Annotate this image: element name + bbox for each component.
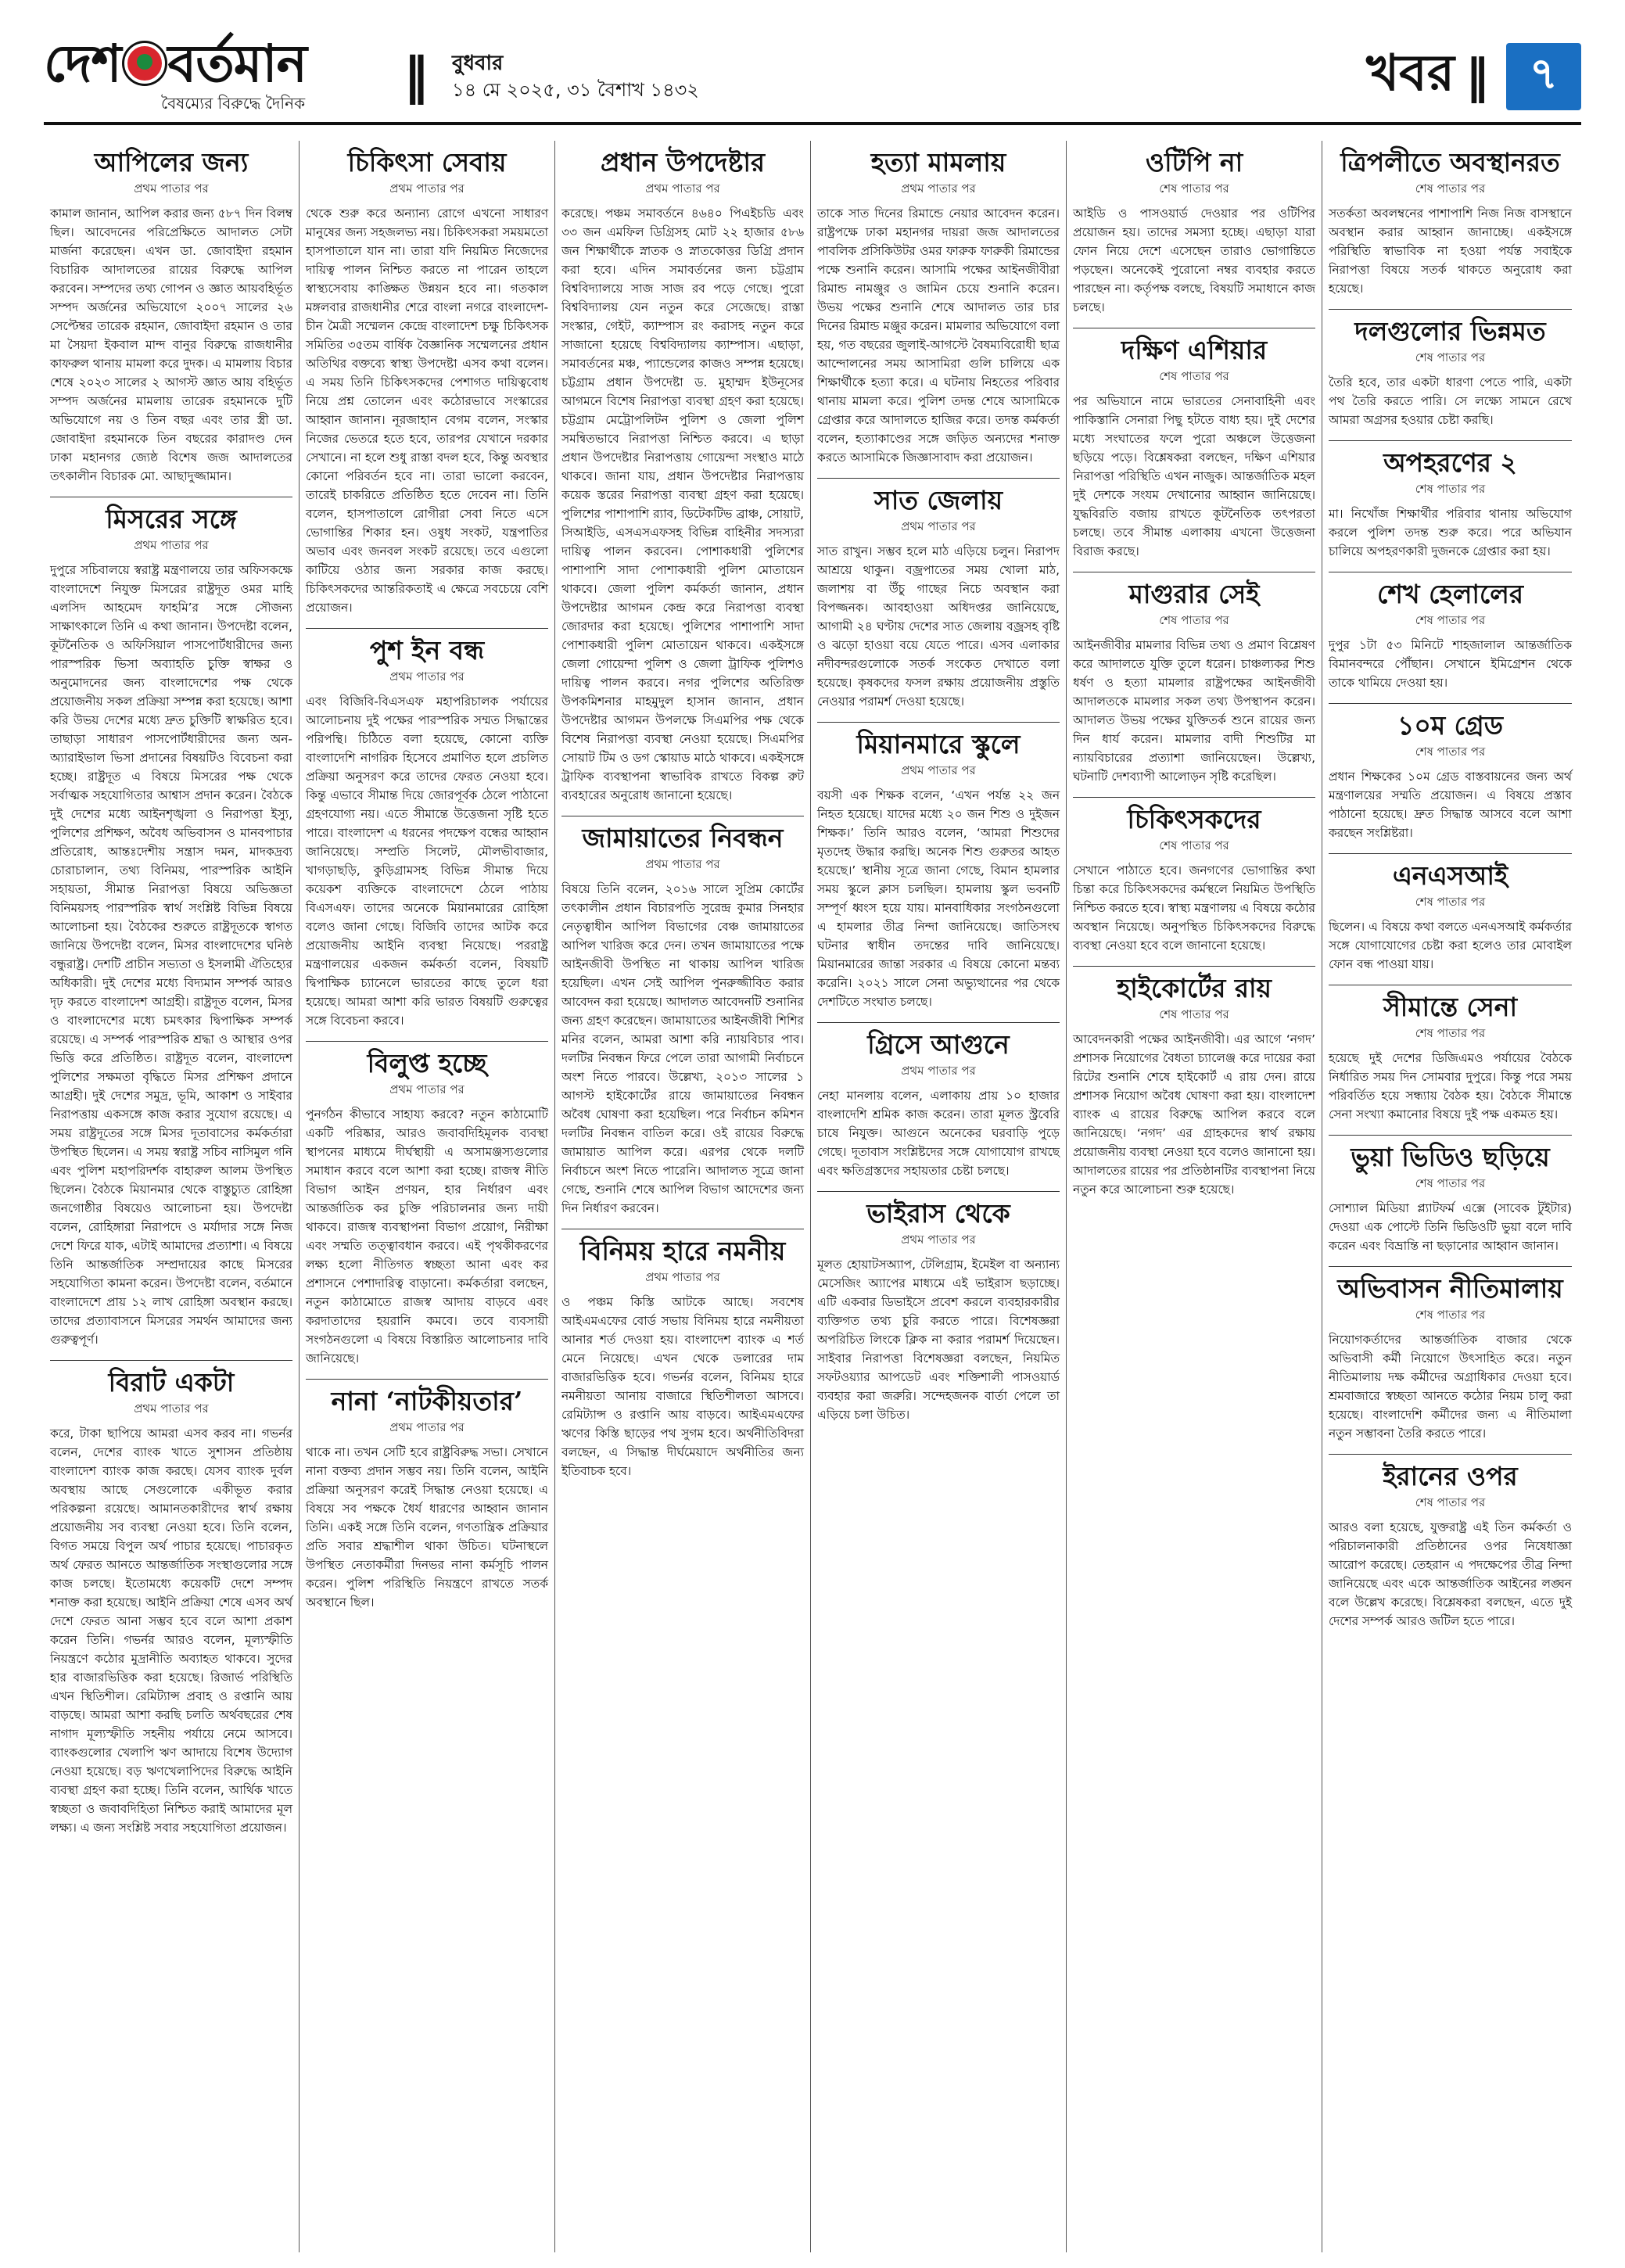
article-continuation-note: প্রথম পাতার পর [901, 519, 976, 533]
article-body: আরও বলা হয়েছে, যুক্তরাষ্ট্র এই তিন কর্মকর্তা ও পরিচালনাকারী প্রতিষ্ঠানের ওপর নিষেধাজ্ঞা আরোপ করেছে। তেহরান এ পদক্ষেপের তীব্র নিন্দা জানিয়েছে এবং একে আন্তর্জাতিক আইনের লঙ্ঘন বলে উল্লেখ করেছে। বিশ্লেষকরা বলছেন, এতে দুই দেশের সম্পর্ক আরও জটিল হতে পারে। [1329, 1520, 1572, 1628]
article-continuation-note: শেষ পাতার পর [1159, 838, 1229, 852]
article-body: আইডি ও পাসওয়ার্ড দেওয়ার পর ওটিপির প্রয়োজন হয়। তাদের সমস্যা হচ্ছে। এছাড়া যারা ফোন নিয়ে দেশে এসেছেন তারাও ভোগান্তিতে পড়ছেন। অনেকেই পুরোনো নম্বর ব্যবহার করতে পারছেন না। কর্তৃপক্ষ বলছে, বিষয়টি সমাধানে কাজ চলছে। [1073, 206, 1315, 314]
article-continuation-note: শেষ পাতার পর [1415, 350, 1486, 364]
news-article [1329, 309, 1572, 429]
article-continuation-note: শেষ পাতার পর [1415, 895, 1486, 909]
article-continuation-note: শেষ পাতার পর [1415, 181, 1486, 196]
article-continuation-note: প্রথম পাতার পর [901, 181, 976, 196]
section-title: খবর [1366, 43, 1455, 102]
news-article [1073, 147, 1315, 317]
logo-emblem-icon [124, 43, 165, 84]
article-body: তৈরি হবে, তার একটা ধারণা পেতে পারি, একটা পথ তৈরি করতে পারি। সে লক্ষ্যে সামনে রেখে আমরা অগ্রসর হওয়ার চেষ্টা করছি। [1329, 375, 1572, 427]
article-body: নেহা মানলায় বলেন, এলাকায় প্রায় ১০ হাজার বাংলাদেশি শ্রমিক কাজ করেন। তারা মূলত স্ট্রবেরি চাষে নিযুক্ত। আগুনে অনেকের ঘরবাড়ি পুড়ে গেছে। দূতাবাস সংশ্লিষ্টদের সঙ্গে যোগাযোগ রাখছে এবং ক্ষতিগ্রস্তদের সহায়তার চেষ্টা চলছে। [817, 1089, 1060, 1178]
news-article [306, 628, 548, 1030]
article-body: পুনর্গঠন কীভাবে সাহায্য করবে? নতুন কাঠামোটি একটি পরিষ্কার, আরও জবাবদিহিমূলক ব্যবস্থা স্থাপনের মাধ্যমে দীর্ঘস্থায়ী এ অসামঞ্জস্যগুলোর সমাধান করবে বলে আশা করা হচ্ছে। রাজস্ব নীতি বিভাগ আইন প্রণয়ন, হার নির্ধারণ এবং আন্তর্জাতিক কর চুক্তি পরিচালনার জন্য দায়ী থাকবে। রাজস্ব ব্যবস্থাপনা বিভাগ প্রয়োগ, নিরীক্ষা এবং সম্মতি তত্ত্বাবধান করবে। এই পৃথকীকরণের লক্ষ্য হলো নীতিগত স্বচ্ছতা আনা এবং কর প্রশাসনে পেশাদারিত্ব বাড়ানো। কর্মকর্তারা বলছেন, নতুন কাঠামোতে রাজস্ব আদায় বাড়বে এবং করদাতাদের হয়রানি কমবে। তবে ব্যবসায়ী সংগঠনগুলো এ বিষয়ে বিস্তারিত আলোচনার দাবি জানিয়েছে। [306, 1107, 548, 1365]
news-article [817, 1022, 1060, 1180]
article-headline: চিকিৎসকদের [1073, 797, 1315, 835]
article-continuation-note: প্রথম পাতার পর [134, 1401, 209, 1416]
article-continuation-note: প্রথম পাতার পর [389, 181, 465, 196]
article-headline: সাত জেলায় [817, 478, 1060, 516]
article-headline: প্রধান উপদেষ্টার [600, 147, 766, 178]
page-number: ৭ [1506, 43, 1581, 110]
news-article [1073, 797, 1315, 955]
article-headline: চিকিৎসা সেবায় [347, 147, 507, 178]
article-headline: অপহরণের ২ [1329, 440, 1572, 479]
news-article [306, 1041, 548, 1368]
news-article [817, 147, 1060, 467]
article-headline: সীমান্তে সেনা [1329, 985, 1572, 1023]
article-body: এবং বিজিবি-বিএসএফ মহাপরিচালক পর্যায়ের আলোচনায় দুই পক্ষের পারস্পরিক সম্মত সিদ্ধান্তের পরিপন্থি। চিঠিতে বলা হয়েছে, কোনো ব্যক্তি বাংলাদেশি নাগরিক হিসেবে প্রমাণিত হলে প্রচলিত প্রক্রিয়া অনুসরণ করে তাদের ফেরত নেওয়া হবে। কিন্তু এভাবে সীমান্ত দিয়ে জোরপূর্বক ঠেলে পাঠানো গ্রহণযোগ্য নয়। এতে সীমান্তে উত্তেজনা সৃষ্টি হতে পারে। বাংলাদেশ এ ধরনের পদক্ষেপ বন্ধের আহ্বান জানিয়েছে। সম্প্রতি সিলেট, মৌলভীবাজার, খাগড়াছড়ি, কুড়িগ্রামসহ বিভিন্ন সীমান্ত দিয়ে কয়েকশ ব্যক্তিকে বাংলাদেশে ঠেলে পাঠায় বিএসএফ। তাদের অনেকে মিয়ানমারের রোহিঙ্গা বলেও জানা গেছে। বিজিবি তাদের আটক করে প্রয়োজনীয় আইনি ব্যবস্থা নিয়েছে। পররাষ্ট্র মন্ত্রণালয়ের একজন কর্মকর্তা বলেন, বিষয়টি দ্বিপাক্ষিক চ্যানেলে ভারতের কাছে তুলে ধরা হয়েছে। আমরা আশা করি ভারত বিষয়টি গুরুত্বের সঙ্গে বিবেচনা করবে। [306, 694, 548, 1028]
news-article [50, 147, 292, 486]
article-continuation-note: শেষ পাতার পর [1415, 1308, 1486, 1322]
masthead-divider: ‖ [404, 48, 429, 106]
article-headline: ভাইরাস থেকে [817, 1191, 1060, 1229]
article-body: পর অভিযানে নামে ভারতের সেনাবাহিনী এবং পাকিস্তানি সেনারা পিছু হটতে বাধ্য হয়। দুই দেশের মধ্যে সংঘাতের ফলে পুরো অঞ্চলে উত্তেজনা ছড়িয়ে পড়ে। বিশ্লেষকরা বলছেন, দক্ষিণ এশিয়ার নিরাপত্তা পরিস্থিতি এখন নাজুক। আন্তর্জাতিক মহল দুই দেশকে সংযম দেখানোর আহ্বান জানিয়েছে। যুদ্ধবিরতি বজায় রাখতে কূটনৈতিক তৎপরতা চলছে। তবে সীমান্ত এলাকায় এখনো উত্তেজনা বিরাজ করছে। [1073, 394, 1315, 558]
issue-weekday: বুধবার [452, 52, 504, 75]
article-continuation-note: প্রথম পাতার পর [389, 1420, 465, 1434]
article-continuation-note: শেষ পাতার পর [1415, 1495, 1486, 1509]
news-article [306, 147, 548, 617]
news-column [555, 141, 811, 2252]
logo-wordmark [44, 32, 307, 94]
article-headline: পুশ ইন বন্ধ [306, 628, 548, 666]
article-headline: জামায়াতের নিবন্ধন [561, 816, 804, 854]
article-headline: ওটিপি না [1145, 147, 1243, 178]
news-article [561, 147, 804, 805]
article-headline: আপিলের জন্য [94, 147, 249, 178]
news-column [300, 141, 555, 2252]
article-body: করে, টাকা ছাপিয়ে আমরা এসব করব না। গভর্নর বলেন, দেশের ব্যাংক খাতে সুশাসন প্রতিষ্ঠায় বাংলাদেশ ব্যাংক কাজ করছে। যেসব ব্যাংক দুর্বল অবস্থায় আছে সেগুলোকে একীভূত করার পরিকল্পনা রয়েছে। আমানতকারীদের স্বার্থ রক্ষায় প্রয়োজনীয় সব ব্যবস্থা নেওয়া হবে। তিনি বলেন, বিগত সময়ে বিপুল অর্থ পাচার হয়েছে। পাচারকৃত অর্থ ফেরত আনতে আন্তর্জাতিক সংস্থাগুলোর সঙ্গে কাজ চলছে। ইতোমধ্যে কয়েকটি দেশে সম্পদ শনাক্ত করা হয়েছে। আইনি প্রক্রিয়া শেষে এসব অর্থ দেশে ফেরত আনা সম্ভব হবে বলে আশা প্রকাশ করেন তিনি। গভর্নর আরও বলেন, মূল্যস্ফীতি নিয়ন্ত্রণে কঠোর মুদ্রানীতি অব্যাহত থাকবে। সুদের হার বাজারভিত্তিক করা হয়েছে। রিজার্ভ পরিস্থিতি এখন স্থিতিশীল। রেমিট্যান্স প্রবাহ ও রপ্তানি আয় বাড়ছে। আমরা আশা করছি চলতি অর্থবছরের শেষ নাগাদ মূল্যস্ফীতি সহনীয় পর্যায়ে নেমে আসবে। ব্যাংকগুলোর খেলাপি ঋণ আদায়ে বিশেষ উদ্যোগ নেওয়া হয়েছে। বড় ঋণখেলাপিদের বিরুদ্ধে আইনি ব্যবস্থা গ্রহণ করা হচ্ছে। তিনি বলেন, আর্থিক খাতে স্বচ্ছতা ও জবাবদিহিতা নিশ্চিত করাই আমাদের মূল লক্ষ্য। এ জন্য সংশ্লিষ্ট সবার সহযোগিতা প্রয়োজন। [50, 1426, 292, 1835]
article-body: করেছে। পঞ্চম সমাবর্তনে ৪৬৪০ পিএইচডি এবং ৩৩ জন এমফিল ডিগ্রিসহ মোট ২২ হাজার ৫৮৬ জন শিক্ষার্থীকে স্নাতক ও স্নাতকোত্তর ডিগ্রি প্রদান করা হবে। এদিন সমাবর্তনের জন্য চট্টগ্রাম বিশ্ববিদ্যালয়ে সাজ সাজ রব পড়ে গেছে। পুরো বিশ্ববিদ্যালয় যেন নতুন করে সেজেছে। রাস্তা সংস্কার, গেইট, ক্যাম্পাস রং করাসহ নতুন করে সাজানো হয়েছে বিশ্ববিদ্যালয় ক্যাম্পাস। এছাড়া, সমাবর্তনের মঞ্চ, প্যান্ডেলের কাজও সম্পন্ন হয়েছে। চট্টগ্রাম প্রধান উপদেষ্টা ড. মুহাম্মদ ইউনূসের আগমনে বিশেষ নিরাপত্তা ব্যবস্থা গ্রহণ করা হয়েছে। চট্টগ্রাম মেট্রোপলিটন পুলিশ ও জেলা পুলিশ সমন্বিতভাবে নিরাপত্তা নিশ্চিত করবে। এ ছাড়া প্রধান উপদেষ্টার নিরাপত্তায় গোয়েন্দা সংস্থাও মাঠে থাকবে। জানা যায়, প্রধান উপদেষ্টার নিরাপত্তায় কয়েক স্তরের নিরাপত্তা ব্যবস্থা গ্রহণ করা হয়েছে। পুলিশের পাশাপাশি র‌্যাব, ডিটেকটিভ ব্রাঞ্চ, সোয়াট, সিআইডি, এসএসএফসহ বিভিন্ন বাহিনীর সদস্যরা দায়িত্ব পালন করবেন। পোশাকধারী পুলিশের পাশাপাশি সাদা পোশাকধারী পুলিশ মোতায়েন থাকবে। জেলা পুলিশ কর্মকর্তা জানান, প্রধান উপদেষ্টার আগমন কেন্দ্র করে নিরাপত্তা ব্যবস্থা জোরদার করা হয়েছে। পুলিশের পাশাপাশি সাদা পোশাকধারী পুলিশ মোতায়েন থাকবে। একইসঙ্গে জেলা গোয়েন্দা পুলিশ ও জেলা ট্রাফিক পুলিশও দায়িত্ব পালন করবে। নগর পুলিশের অতিরিক্ত উপকমিশনার মাহমুদুল হাসান জানান, প্রধান উপদেষ্টার আগমন উপলক্ষে সিএমপির পক্ষ থেকে বিশেষ নিরাপত্তা ব্যবস্থা নেওয়া হয়েছে। সিএমপির সোয়াট টিম ও ডগ স্কোয়াড মাঠে থাকবে। একইসঙ্গে ট্রাফিক ব্যবস্থাপনা স্বাভাবিক রাখতে বিকল্প রুট ব্যবহারের অনুরোধ জানানো হয়েছে। [561, 206, 804, 802]
logo-right-text: বর্তমান [167, 32, 307, 94]
article-continuation-note: শেষ পাতার পর [1415, 482, 1486, 496]
article-continuation-note: প্রথম পাতার পর [645, 857, 720, 871]
article-body: সতর্কতা অবলম্বনের পাশাপাশি নিজ নিজ বাসস্থানে অবস্থান করার আহ্বান জানাচ্ছে। একইসঙ্গে পরিস্থিতি স্বাভাবিক না হওয়া পর্যন্ত সবাইকে নিরাপত্তা বিষয়ে সতর্ক থাকতে অনুরোধ করা হয়েছে। [1329, 206, 1572, 296]
news-column [44, 141, 300, 2252]
article-body: আবেদনকারী পক্ষের আইনজীবী। এর আগে ‘নগদ’ প্রশাসক নিয়োগের বৈধতা চ্যালেঞ্জ করে দায়ের করা রিটের শুনানি শেষে হাইকোর্ট এ রায় দেন। রায়ে প্রশাসক নিয়োগ অবৈধ ঘোষণা করা হয়। বাংলাদেশ ব্যাংক এ রায়ের বিরুদ্ধে আপিল করবে বলে জানিয়েছে। ‘নগদ’ এর গ্রাহকদের স্বার্থ রক্ষায় প্রয়োজনীয় ব্যবস্থা নেওয়া হবে বলেও জানানো হয়। আদালতের রায়ের পর প্রতিষ্ঠানটির ব্যবস্থাপনা নিয়ে নতুন করে আলোচনা শুরু হয়েছে। [1073, 1032, 1315, 1197]
news-article [1073, 966, 1315, 1199]
article-headline: বিলুপ্ত হচ্ছে [306, 1041, 548, 1079]
news-article [306, 1379, 548, 1612]
article-continuation-note: প্রথম পাতার পর [645, 1270, 720, 1284]
news-article [1329, 147, 1572, 298]
news-article [1329, 572, 1572, 692]
news-article [1073, 572, 1315, 786]
news-article [561, 816, 804, 1218]
news-article [50, 1360, 292, 1837]
article-continuation-note: শেষ পাতার পর [1415, 613, 1486, 627]
article-body: তাকে সাত দিনের রিমান্ডে নেয়ার আবেদন করেন। রাষ্ট্রপক্ষে ঢাকা মহানগর দায়রা জজ আদালতের পাবলিক প্রসিকিউটর ওমর ফারুক ফারুকী রিমান্ডের পক্ষে শুনানি করেন। আসামি পক্ষের আইনজীবীরা রিমান্ড নামঞ্জুর ও জামিন চেয়ে শুনানি করেন। উভয় পক্ষের শুনানি শেষে আদালত তার চার দিনের রিমান্ড মঞ্জুর করেন। মামলার অভিযোগে বলা হয়, গত বছরের জুলাই-আগস্টে বৈষম্যবিরোধী ছাত্র আন্দোলনের সময় আসামিরা গুলি চালিয়ে এক শিক্ষার্থীকে হত্যা করে। এ ঘটনায় নিহতের পরিবার থানায় মামলা করে। পুলিশ তদন্ত শেষে আসামিকে গ্রেপ্তার করে আদালতে হাজির করে। তদন্ত কর্মকর্তা বলেন, হত্যাকাণ্ডের সঙ্গে জড়িত অন্যদের শনাক্ত করতে আসামিকে জিজ্ঞাসাবাদ করা প্রয়োজন। [817, 206, 1060, 465]
article-continuation-note: শেষ পাতার পর [1415, 1026, 1486, 1040]
news-article [817, 1191, 1060, 1424]
article-body: থাকে না। তখন সেটি হবে রাষ্ট্রবিরুদ্ধ সভা। সেখানে নানা বক্তব্য প্রদান সম্ভব নয়। তিনি বলেন, আইনি প্রক্রিয়া অনুসরণ করেই সিদ্ধান্ত নেওয়া হয়েছে। এ বিষয়ে সব পক্ষকে ধৈর্য ধারণের আহ্বান জানান তিনি। একই সঙ্গে তিনি বলেন, গণতান্ত্রিক প্রক্রিয়ার প্রতি সবার শ্রদ্ধাশীল থাকা উচিত। ঘটনাস্থলে উপস্থিত নেতাকর্মীরা দিনভর নানা কর্মসূচি পালন করেন। পুলিশ পরিস্থিতি নিয়ন্ত্রণে রাখতে সতর্ক অবস্থানে ছিল। [306, 1445, 548, 1609]
news-article [1329, 1135, 1572, 1255]
article-body: ও পঞ্চম কিস্তি আটকে আছে। সবশেষ আইএমএফের বোর্ড সভায় বিনিময় হারে নমনীয়তা আনার শর্ত দেওয়া হয়। বাংলাদেশ ব্যাংক এ শর্ত মেনে নিয়েছে। এখন থেকে ডলারের দাম বাজারভিত্তিক হবে। গভর্নর বলেন, বিনিময় হারে নমনীয়তা আনায় বাজারে স্থিতিশীলতা আসবে। রেমিট্যান্স ও রপ্তানি আয় বাড়বে। আইএমএফের ঋণের কিস্তি ছাড়ের পথ সুগম হবে। অর্থনীতিবিদরা বলছেন, এ সিদ্ধান্ত দীর্ঘমেয়াদে অর্থনীতির জন্য ইতিবাচক হবে। [561, 1295, 804, 1478]
article-body: থেকে শুরু করে অন্যান্য রোগে এখনো সাধারণ মানুষের জন্য সহজলভ্য নয়। চিকিৎসকরা সময়মতো হাসপাতালে যান না। তারা যদি নিয়মিত নিজেদের দায়িত্ব পালন নিশ্চিত করতে না পারেন তাহলে স্বাস্থ্যসেবায় কাঙ্ক্ষিত উন্নয়ন হবে না। গতকাল মঙ্গলবার রাজধানীর শেরে বাংলা নগরে বাংলাদেশ-চীন মৈত্রী সম্মেলন কেন্দ্রে বাংলাদেশ চক্ষু চিকিৎসক সমিতির ৩৫তম বার্ষিক বৈজ্ঞানিক সম্মেলনের প্রধান অতিথির বক্তব্যে স্বাস্থ্য উপদেষ্টা এসব কথা বলেন। এ সময় তিনি চিকিৎসকদের পেশাগত দায়িত্ববোধ নিয়ে প্রশ্ন তোলেন এবং কঠোরভাবে সংস্কারের আহ্বান জানান। নূরজাহান বেগম বলেন, সংস্কার নিজের ভেতরে হতে হবে, তারপর যেখানে দরকার সেখানে। না হলে শুধু রাস্তা বদল হবে, কিন্তু অবস্থার কোনো পরিবর্তন হবে না। তারা ভালো করবেন, তারেই চাকরিতে প্রতিষ্ঠিত হতে দেবেন না। তিনি বলেন, হাসপাতালে রোগীরা সেবা নিতে এসে ভোগান্তির শিকার হন। ওষুধ সংকট, যন্ত্রপাতির অভাব এবং জনবল সংকট রয়েছে। তবে এগুলো কাটিয়ে ওঠার জন্য সরকার কাজ করছে। চিকিৎসকদের আন্তরিকতাই এ ক্ষেত্রে সবচেয়ে বেশি প্রয়োজন। [306, 206, 548, 615]
news-article [817, 478, 1060, 711]
news-article [1329, 853, 1572, 974]
article-body: দুপুরে সচিবালয়ে স্বরাষ্ট্র মন্ত্রণালয়ে তার অফিসকক্ষে বাংলাদেশে নিযুক্ত মিসরের রাষ্ট্রদূত ওমর মাহি এলসিদ আহমেদ ফাহমি’র সঙ্গে সৌজন্য সাক্ষাৎকালে তিনি এ কথা জানান। উপদেষ্টা বলেন, কূটনৈতিক ও অফিসিয়াল পাসপোর্টধারীদের জন্য পারস্পরিক ভিসা অব্যাহতি চুক্তি স্বাক্ষর ও অনুমোদনের জন্য বাংলাদেশের পক্ষ থেকে প্রয়োজনীয় সকল প্রক্রিয়া সম্পন্ন করা হয়েছে। আশা করি উভয় দেশের মধ্যে দ্রুত চুক্তিটি স্বাক্ষরিত হবে। তাছাড়া সাধারণ পাসপোর্টধারীদের জন্য অন-অ্যারাইভাল ভিসা প্রদানের বিষয়টিও বিবেচনা করা হচ্ছে। রাষ্ট্রদূত এ বিষয়ে মিসরের পক্ষ থেকে সর্বাত্মক সহযোগিতার আশ্বাস প্রদান করেন। বৈঠকে দুই দেশের মধ্যে আইনশৃঙ্খলা ও নিরাপত্তা ইস্যু, পুলিশের প্রশিক্ষণ, অবৈধ অভিবাসন ও মানবপাচার প্রতিরোধ, আন্তঃদেশীয় সন্ত্রাস দমন, মাদকদ্রব্য চোরাচালান, তথ্য বিনিময়, পারস্পরিক আইনি সহায়তা, সীমান্ত নিরাপত্তা বিষয়ে অভিজ্ঞতা বিনিময়সহ পারস্পরিক স্বার্থ সংশ্লিষ্ট বিভিন্ন বিষয়ে আলোচনা হয়। বৈঠকের শুরুতে রাষ্ট্রদূতকে স্বাগত জানিয়ে উপদেষ্টা বলেন, মিসর বাংলাদেশের ঘনিষ্ঠ বন্ধুরাষ্ট্র। দেশটি প্রাচীন সভ্যতা ও ইসলামী ঐতিহ্যের অধিকারী। দুই দেশের মধ্যে বিদ্যমান সম্পর্ক আরও দৃঢ় করতে বাংলাদেশ আগ্রহী। রাষ্ট্রদূত বলেন, মিসর ও বাংলাদেশের মধ্যে চমৎকার দ্বিপাক্ষিক সম্পর্ক রয়েছে। এ সম্পর্ক পারস্পরিক শ্রদ্ধা ও আস্থার ওপর ভিত্তি করে প্রতিষ্ঠিত। রাষ্ট্রদূত বলেন, বাংলাদেশ পুলিশের সক্ষমতা বৃদ্ধিতে মিসর প্রশিক্ষণ প্রদানে আগ্রহী। দুই দেশের সমুদ্র, ভূমি, আকাশ ও সাইবার নিরাপত্তায় একসঙ্গে কাজ করার সুযোগ রয়েছে। এ সময় রাষ্ট্রদূতের সঙ্গে মিসর দূতাবাসের কর্মকর্তারা উপস্থিত ছিলেন। এ সময় স্বরাষ্ট্র সচিব নাসিমুল গনি এবং পুলিশ মহাপরিদর্শক বাহারুল আলম উপস্থিত ছিলেন। বৈঠকে মিয়ানমার থেকে বাস্তুচ্যুত রোহিঙ্গা জনগোষ্ঠীর বিষয়েও আলোচনা হয়। উপদেষ্টা বলেন, রোহিঙ্গারা নিরাপদে ও মর্যাদার সঙ্গে নিজ দেশে ফিরে যাক, এটাই আমাদের প্রত্যাশা। এ বিষয়ে তিনি আন্তর্জাতিক সম্প্রদায়ের কাছে মিসরের সহযোগিতা কামনা করেন। উপদেষ্টা বলেন, বর্তমানে বাংলাদেশে প্রায় ১২ লাখ রোহিঙ্গা অবস্থান করছে। তাদের প্রত্যাবাসনে মিসরের সমর্থন আমাদের জন্য গুরুত্বপূর্ণ। [50, 563, 292, 1347]
article-continuation-note: প্রথম পাতার পর [134, 181, 209, 196]
section-label [1366, 35, 1581, 119]
issue-date-text: ১৪ মে ২০২৫, ৩১ বৈশাখ ১৪৩২ [452, 79, 699, 101]
article-continuation-note: শেষ পাতার পর [1159, 181, 1229, 196]
logo-left-text: দেশ [44, 32, 121, 94]
article-continuation-note: শেষ পাতার পর [1159, 613, 1229, 627]
newspaper-logo [44, 32, 388, 118]
article-continuation-note: প্রথম পাতার পর [389, 669, 465, 684]
article-body: কামাল জানান, আপিল করার জন্য ৫৮৭ দিন বিলম্ব ছিল। আবেদনের পরিপ্রেক্ষিতে আদালত সেটা মার্জনা করেছেন। এখন ডা. জোবাইদা রহমান বিচারিক আদালতের রায়ের বিরুদ্ধে আপিল করবেন। সম্পদের তথ্য গোপন ও জ্ঞাত আয়বহির্ভূত সম্পদ অর্জনের অভিযোগে ২০০৭ সালের ২৬ সেপ্টেম্বর তারেক রহমান, জোবাইদা রহমান ও তার মা সৈয়দা ইকবাল মান্দ বানুর বিরুদ্ধে রাজধানীর কাফরুল থানায় মামলা করে দুদক। এ মামলায় বিচার শেষে ২০২৩ সালের ২ আগস্ট জ্ঞাত আয় বহির্ভূত সম্পদ অর্জনের মামলায় তারেক রহমানকে দুটি অভিযোগে নয় ও তিন বছর এবং তার স্ত্রী ডা. জোবাইদা রহমানকে তিন বছরের কারাদণ্ড দেন ঢাকা মহানগর জ্যেষ্ঠ বিশেষ জজ আদালতের তৎকালীন বিচারক মো. আছাদুজ্জামান। [50, 206, 292, 483]
article-body: বিষয়ে তিনি বলেন, ২০১৬ সালে সুপ্রিম কোর্টের তৎকালীন প্রধান বিচারপতি সুরেন্দ্র কুমার সিনহার নেতৃত্বাধীন আপিল বিভাগের বেঞ্চ জামায়াতের আপিল খারিজ করে দেন। তখন জামায়াতের পক্ষে আইনজীবী উপস্থিত না থাকায় আপিল খারিজ হয়েছিল। এখন সেই আপিল পুনরুজ্জীবিত করার আবেদন করা হয়েছে। আদালত আবেদনটি শুনানির জন্য গ্রহণ করেছেন। জামায়াতের আইনজীবী শিশির মনির বলেন, আমরা আশা করি ন্যায়বিচার পাব। দলটির নিবন্ধন ফিরে পেলে তারা আগামী নির্বাচনে অংশ নিতে পারবে। উল্লেখ্য, ২০১৩ সালের ১ আগস্ট হাইকোর্টের রায়ে জামায়াতের নিবন্ধন অবৈধ ঘোষণা করা হয়েছিল। পরে নির্বাচন কমিশন দলটির নিবন্ধন বাতিল করে। ওই রায়ের বিরুদ্ধে জামায়াত আপিল করে। এরপর থেকে দলটি নির্বাচনে অংশ নিতে পারেনি। আদালত সূত্রে জানা গেছে, শুনানি শেষে আপিল বিভাগ আদেশের জন্য দিন নির্ধারণ করবেন। [561, 882, 804, 1215]
article-body: মা। নিখোঁজ শিক্ষার্থীর পরিবার থানায় অভিযোগ করলে পুলিশ তদন্ত শুরু করে। পরে অভিযান চালিয়ে অপহরণকারী দুজনকে গ্রেপ্তার করা হয়। [1329, 507, 1572, 558]
news-article [817, 722, 1060, 1011]
article-headline: নানা ‘নাটকীয়তার’ [306, 1379, 548, 1417]
news-article [50, 497, 292, 1349]
article-headline: ইরানের ওপর [1329, 1454, 1572, 1492]
article-continuation-note: শেষ পাতার পর [1415, 745, 1486, 759]
article-body: সাত রাখুন। সম্ভব হলে মাঠ এড়িয়ে চলুন। নিরাপদ আশ্রয়ে থাকুন। বজ্রপাতের সময় খোলা মাঠ, জলাশয় বা উঁচু গাছের নিচে অবস্থান করা বিপজ্জনক। আবহাওয়া অধিদপ্তর জানিয়েছে, আগামী ২৪ ঘণ্টায় দেশের সাত জেলায় বজ্রসহ বৃষ্টি ও ঝড়ো হাওয়া বয়ে যেতে পারে। এসব এলাকার নদীবন্দরগুলোকে সতর্ক সংকেত দেখাতে বলা হয়েছে। কৃষকদের ফসল রক্ষায় প্রয়োজনীয় প্রস্তুতি নেওয়ার পরামর্শ দেওয়া হয়েছে। [817, 544, 1060, 709]
article-headline: দলগুলোর ভিন্নমত [1329, 309, 1572, 347]
article-body: বয়সী এক শিক্ষক বলেন, ‘এখন পর্যন্ত ২২ জন নিহত হয়েছে। যাদের মধ্যে ২০ জন শিশু ও দুইজন শিক্ষক।’ তিনি আরও বলেন, ‘আমরা শিশুদের মৃতদেহ উদ্ধার করছি। অনেক শিশু গুরুতর আহত হয়েছে।’ স্থানীয় সূত্রে জানা গেছে, বিমান হামলার সময় স্কুলে ক্লাস চলছিল। হামলায় স্কুল ভবনটি সম্পূর্ণ ধ্বংস হয়ে যায়। মানবাধিকার সংগঠনগুলো এ হামলার তীব্র নিন্দা জানিয়েছে। জাতিসংঘ ঘটনার স্বাধীন তদন্তের দাবি জানিয়েছে। মিয়ানমারের জান্তা সরকার এ বিষয়ে কোনো মন্তব্য করেনি। ২০২১ সালে সেনা অভ্যুত্থানের পর থেকে দেশটিতে সংঘাত চলছে। [817, 788, 1060, 1009]
article-headline: ত্রিপলীতে অবস্থানরত [1340, 147, 1560, 178]
article-body: প্রধান শিক্ষকের ১০ম গ্রেড বাস্তবায়নের জন্য অর্থ মন্ত্রণালয়ের সম্মতি প্রয়োজন। এ বিষয়ে প্রস্তাব পাঠানো হয়েছে। দ্রুত সিদ্ধান্ত আসবে বলে আশা করছেন সংশ্লিষ্টরা। [1329, 770, 1572, 840]
article-continuation-note: শেষ পাতার পর [1159, 1007, 1229, 1021]
news-article [1329, 1266, 1572, 1443]
article-headline: গ্রিসে আগুনে [817, 1022, 1060, 1060]
issue-date [452, 50, 699, 103]
article-headline: ভুয়া ভিডিও ছড়িয়ে [1329, 1135, 1572, 1173]
article-columns [44, 141, 1581, 2252]
article-headline: হত্যা মামলায় [870, 147, 1006, 178]
news-article [561, 1229, 804, 1480]
article-continuation-note: প্রথম পাতার পর [901, 1233, 976, 1247]
article-headline: বিনিময় হারে নমনীয় [561, 1229, 804, 1267]
article-body: সেখানে পাঠাতে হবে। জনগণের ভোগান্তির কথা চিন্তা করে চিকিৎসকদের কর্মস্থলে নিয়মিত উপস্থিতি নিশ্চিত করতে হবে। স্বাস্থ্য মন্ত্রণালয় এ বিষয়ে কঠোর অবস্থান নিয়েছে। অনুপস্থিত চিকিৎসকদের বিরুদ্ধে ব্যবস্থা নেওয়া হবে বলে জানানো হয়েছে। [1073, 863, 1315, 953]
article-headline: এনএসআই [1329, 853, 1572, 892]
article-headline: হাইকোর্টের রায় [1073, 966, 1315, 1004]
article-body: নিয়োগকর্তাদের আন্তর্জাতিক বাজার থেকে অভিবাসী কর্মী নিয়োগে উৎসাহিত করে। নতুন নীতিমালায় দক্ষ কর্মীদের অগ্রাধিকার দেওয়া হবে। শ্রমবাজারে স্বচ্ছতা আনতে কঠোর নিয়ম চালু করা হয়েছে। বাংলাদেশি কর্মীদের জন্য এ নীতিমালা নতুন সম্ভাবনা তৈরি করতে পারে। [1329, 1333, 1572, 1441]
article-continuation-note: শেষ পাতার পর [1415, 1176, 1486, 1190]
article-headline: ১০ম গ্রেড [1329, 703, 1572, 741]
article-body: আইনজীবীর মামলার বিভিন্ন তথ্য ও প্রমাণ বিশ্লেষণ করে আদালতে যুক্তি তুলে ধরেন। চাঞ্চল্যকর শিশু ধর্ষণ ও হত্যা মামলার রাষ্ট্রপক্ষের আইনজীবী আদালতকে মামলার সকল তথ্য উপস্থাপন করেন। আদালত উভয় পক্ষের যুক্তিতর্ক শুনে রায়ের জন্য দিন ধার্য করেন। মামলার বাদী শিশুটির মা ন্যায়বিচারের প্রত্যাশা জানিয়েছেন। উল্লেখ্য, ঘটনাটি দেশব্যাপী আলোড়ন সৃষ্টি করেছিল। [1073, 638, 1315, 784]
article-body: ছিলেন। এ বিষয়ে কথা বলতে এনএসআই কর্মকর্তার সঙ্গে যোগাযোগের চেষ্টা করা হলেও তার মোবাইল ফোন বন্ধ পাওয়া যায়। [1329, 920, 1572, 971]
masthead [44, 31, 1581, 125]
article-continuation-note: প্রথম পাতার পর [901, 763, 976, 777]
news-article [1329, 1454, 1572, 1631]
article-body: দুপুর ১টা ৫৩ মিনিটে শাহজালাল আন্তর্জাতিক বিমানবন্দরে পৌঁছান। সেখানে ইমিগ্রেশন থেকে তাকে থামিয়ে দেওয়া হয়। [1329, 638, 1572, 690]
section-divider: ‖ [1465, 49, 1489, 104]
news-column [1322, 141, 1578, 2252]
news-column [811, 141, 1067, 2252]
news-article [1329, 703, 1572, 842]
article-continuation-note: শেষ পাতার পর [1159, 369, 1229, 383]
article-headline: মাগুরার সেই [1073, 572, 1315, 610]
news-article [1329, 440, 1572, 561]
article-body: সোশ্যাল মিডিয়া প্ল্যাটফর্ম এক্সে (সাবেক টুইটার) দেওয়া এক পোস্টে তিনি ভিডিওটি ভুয়া বলে দাবি করেন এবং বিভ্রান্তি না ছড়ানোর আহ্বান জানান। [1329, 1201, 1572, 1253]
article-continuation-note: প্রথম পাতার পর [134, 538, 209, 552]
article-headline: মিয়ানমারে স্কুলে [817, 722, 1060, 760]
article-continuation-note: প্রথম পাতার পর [389, 1082, 465, 1096]
logo-tagline: বৈষম্যের বিরুদ্ধে দৈনিক [161, 93, 306, 113]
article-headline: শেখ হেলালের [1329, 572, 1572, 610]
article-headline: বিরাট একটা [50, 1360, 292, 1398]
news-article [1073, 328, 1315, 561]
article-headline: অভিবাসন নীতিমালায় [1329, 1266, 1572, 1304]
news-column [1067, 141, 1322, 2252]
article-headline: মিসরের সঙ্গে [50, 497, 292, 535]
article-continuation-note: প্রথম পাতার পর [645, 181, 720, 196]
article-body: মূলত হোয়াটসঅ্যাপ, টেলিগ্রাম, ইমেইল বা অন্যান্য মেসেজিং অ্যাপের মাধ্যমে এই ভাইরাস ছড়াচ্ছে। এটি একবার ডিভাইসে প্রবেশ করলে ব্যবহারকারীর ব্যক্তিগত তথ্য চুরি করতে পারে। বিশেষজ্ঞরা অপরিচিত লিংকে ক্লিক না করার পরামর্শ দিয়েছেন। সাইবার নিরাপত্তা বিশেষজ্ঞরা বলছেন, নিয়মিত সফটওয়্যার আপডেট এবং শক্তিশালী পাসওয়ার্ড ব্যবহার করা জরুরি। সন্দেহজনক বার্তা পেলে তা এড়িয়ে চলা উচিত। [817, 1258, 1060, 1422]
article-body: হয়েছে দুই দেশের ডিজিএমও পর্যায়ের বৈঠকে নির্ধারিত সময় দিন সোমবার দুপুরে। কিন্তু পরে সময় পরিবর্তিত হয়ে সন্ধ্যায় বৈঠক হয়। বৈঠকে সীমান্তে সেনা সংখ্যা কমানোর বিষয়ে দুই পক্ষ একমত হয়। [1329, 1051, 1572, 1121]
article-headline: দক্ষিণ এশিয়ার [1073, 328, 1315, 366]
news-article [1329, 985, 1572, 1124]
article-continuation-note: প্রথম পাতার পর [901, 1064, 976, 1078]
